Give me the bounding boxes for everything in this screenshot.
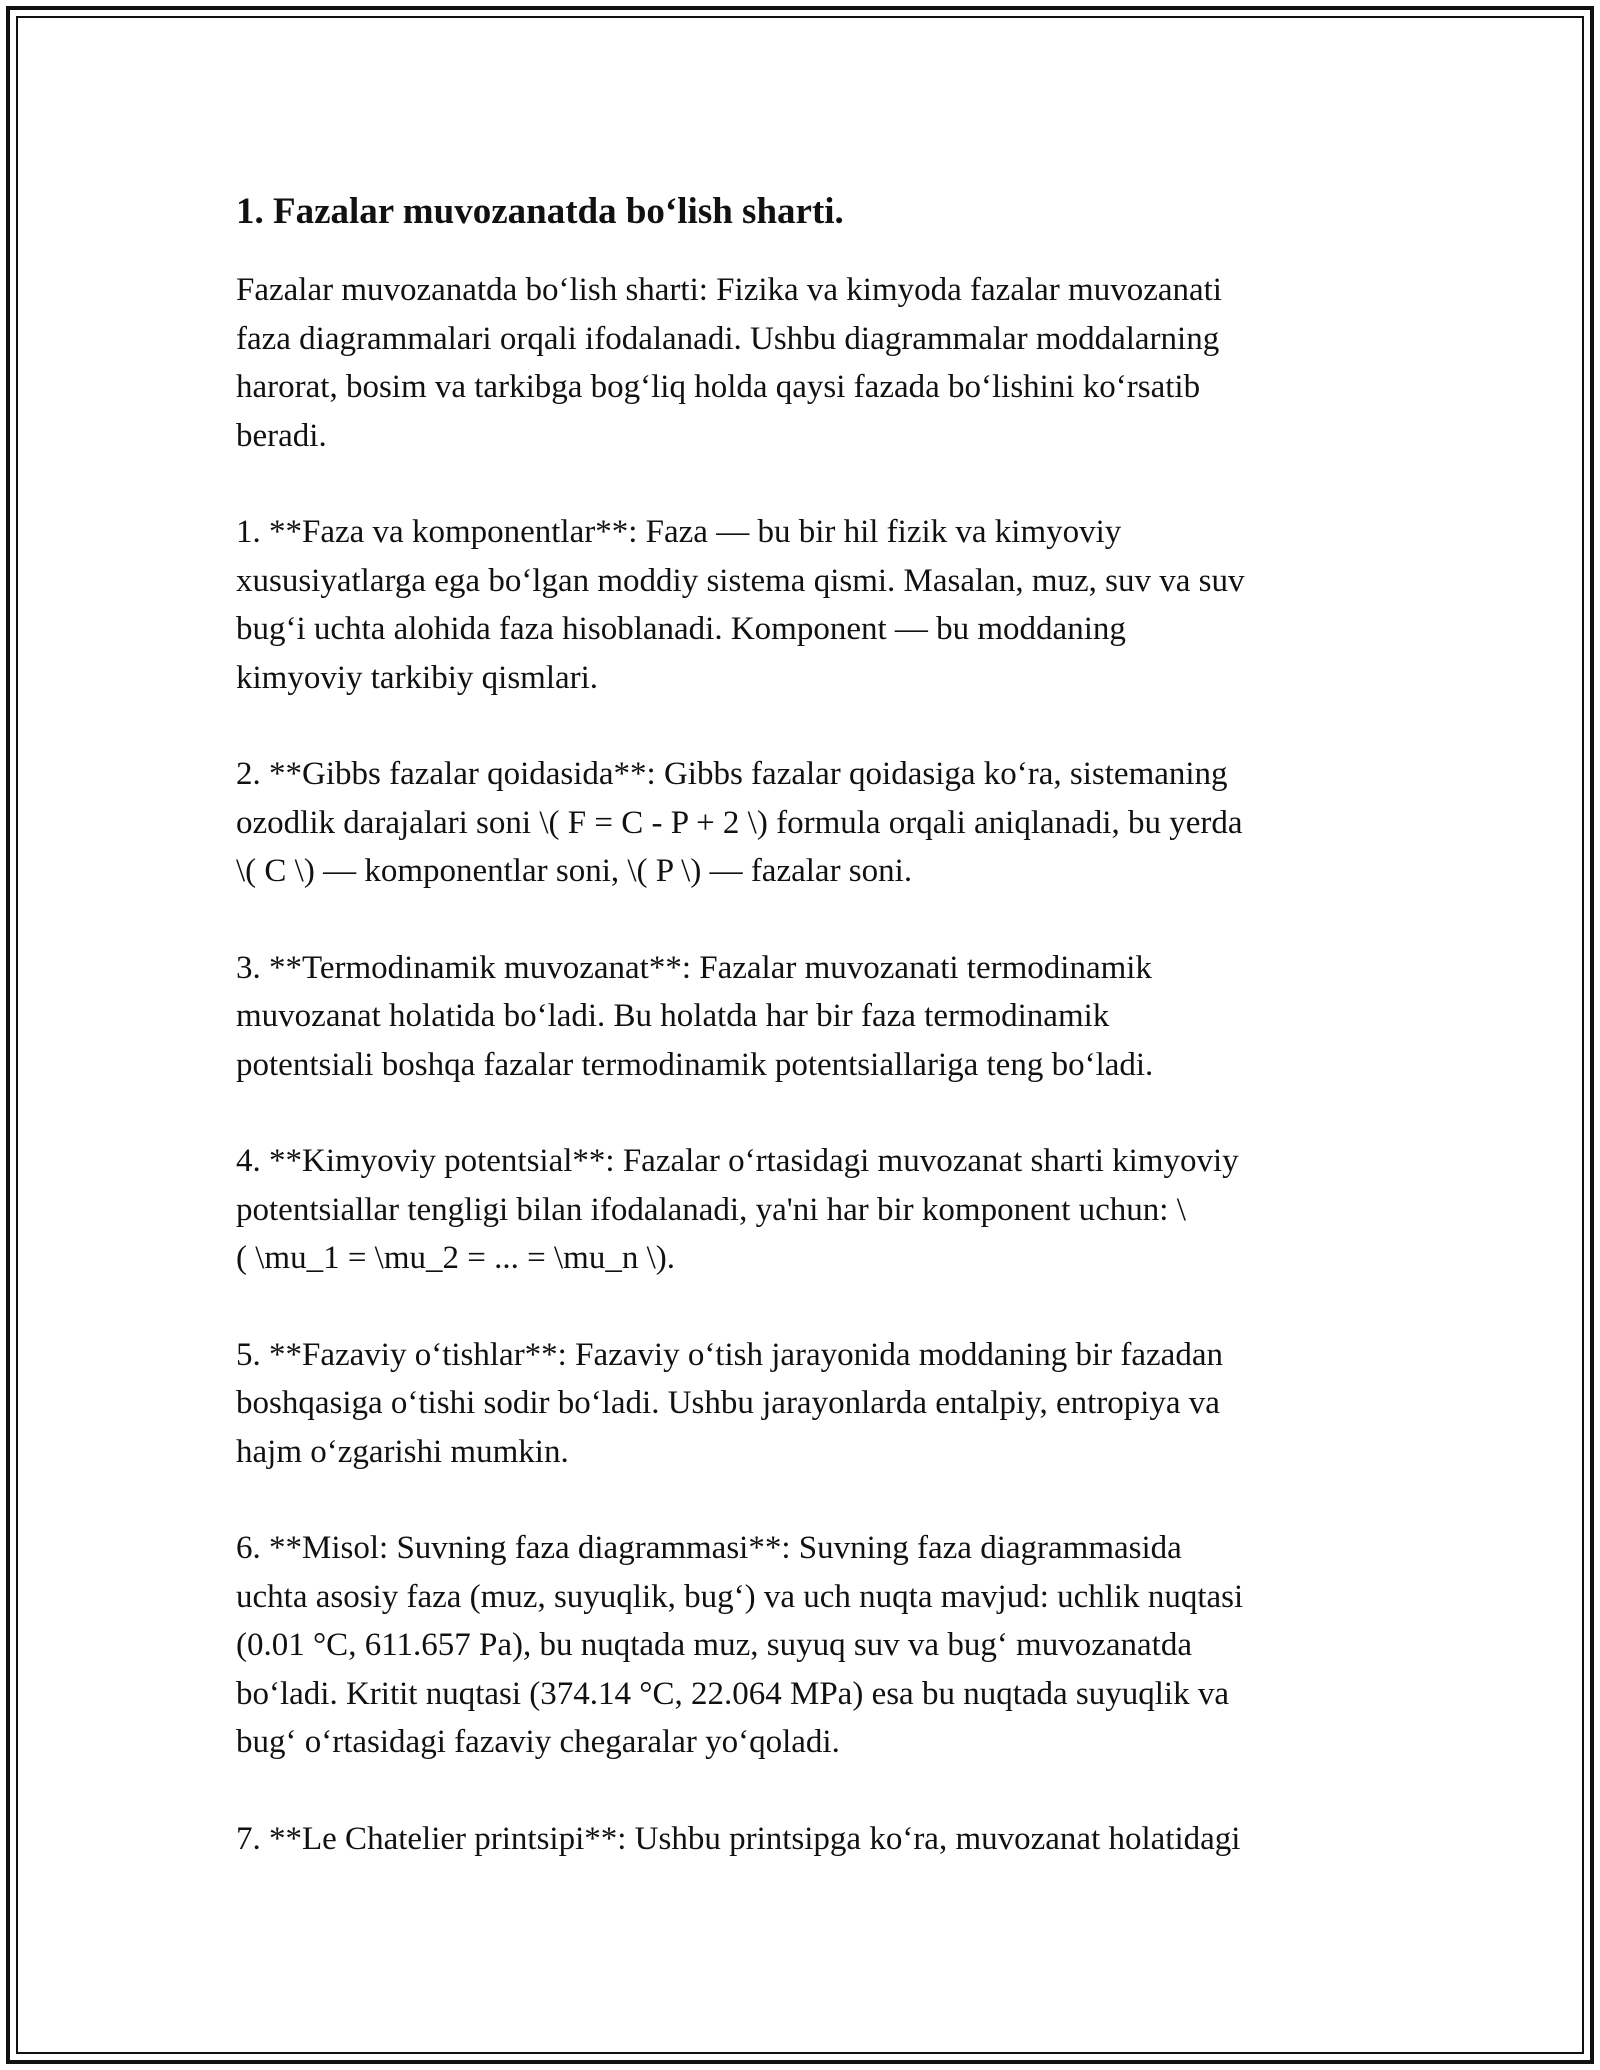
document-title: 1. Fazalar muvozanatda bo‘lish sharti. <box>236 191 844 232</box>
paragraph-line: 6. **Misol: Suvning faza diagrammasi**: Suvning faza diagrammasida <box>236 1530 1182 1566</box>
paragraph-line: hajm o‘zgarishi mumkin. <box>236 1433 569 1470</box>
paragraph <box>236 750 1376 896</box>
paragraph-line: ( \mu_1 = \mu_2 = ... = \mu_n \). <box>236 1240 675 1276</box>
paragraph <box>236 1331 1376 1477</box>
paragraph <box>236 1137 1376 1283</box>
paragraph <box>236 1524 1376 1767</box>
paragraph-line: bo‘ladi. Kritit nuqtasi (374.14 °C, 22.064 MPa) esa bu nuqtada suyuqlik va <box>236 1675 1229 1712</box>
paragraph-line: bug‘ o‘rtasidagi fazaviy chegaralar yo‘qoladi. <box>236 1724 840 1760</box>
paragraph-line: (0.01 °C, 611.657 Pa), bu nuqtada muz, suyuq suv va bug‘ muvozanatda <box>236 1627 1192 1663</box>
paragraph-line: ozodlik darajalari soni \( F = C - P + 2 \) formula orqali aniqlanadi, bu yerda <box>236 804 1243 841</box>
paragraph-line: uchta asosiy faza (muz, suyuqlik, bug‘) va uch nuqta mavjud: uchlik nuqtasi <box>236 1578 1244 1615</box>
paragraph-line: 2. **Gibbs fazalar qoidasida**: Gibbs fazalar qoidasiga ko‘ra, sistemaning <box>236 756 1228 792</box>
paragraph <box>236 508 1376 702</box>
paragraph-line: \( C \) — komponentlar soni, \( P \) — fazalar soni. <box>236 853 913 889</box>
paragraph-line: potentsiallar tengligi bilan ifodalanadi, ya'ni har bir komponent uchun: \ <box>236 1191 1186 1228</box>
paragraph-list <box>236 266 1376 1863</box>
paragraph-line: xususiyatlarga ega bo‘lgan moddiy sistema qismi. Masalan, muz, suv va suv <box>236 562 1245 599</box>
paragraph-line: 5. **Fazaviy o‘tishlar**: Fazaviy o‘tish jarayonida moddaning bir fazadan <box>236 1336 1223 1373</box>
paragraph-line: muvozanat holatida bo‘ladi. Bu holatda har bir faza termodinamik <box>236 998 1110 1034</box>
paragraph-line: potentsiali boshqa fazalar termodinamik potentsiallariga teng bo‘ladi. <box>236 1046 1154 1083</box>
paragraph <box>236 1815 1376 1864</box>
paragraph <box>236 944 1376 1090</box>
paragraph-line: beradi. <box>236 417 327 454</box>
paragraph-line: harorat, bosim va tarkibga bog‘liq holda qaysi fazada bo‘lishini ko‘rsatib <box>236 369 1201 405</box>
paragraph-line: 1. **Faza va komponentlar**: Faza — bu bir hil fizik va kimyoviy <box>236 514 1122 550</box>
paragraph-line: boshqasiga o‘tishi sodir bo‘ladi. Ushbu jarayonlarda entalpiy, entropiya va <box>236 1385 1220 1421</box>
paragraph <box>236 266 1376 460</box>
paragraph-line: 3. **Termodinamik muvozanat**: Fazalar muvozanati termodinamik <box>236 949 1152 986</box>
paragraph-line: Fazalar muvozanatda bo‘lish sharti: Fizika va kimyoda fazalar muvozanati <box>236 272 1222 308</box>
paragraph-line: faza diagrammalari orqali ifodalanadi. Ushbu diagrammalar moddalarning <box>236 320 1220 357</box>
paragraph-line: kimyoviy tarkibiy qismlari. <box>236 659 599 696</box>
paragraph-line: bug‘i uchta alohida faza hisoblanadi. Komponent — bu moddaning <box>236 611 1126 647</box>
paragraph-line: 7. **Le Chatelier printsipi**: Ushbu printsipga ko‘ra, muvozanat holatidagi <box>236 1820 1241 1857</box>
paragraph-line: 4. **Kimyoviy potentsial**: Fazalar o‘rtasidagi muvozanat sharti kimyoviy <box>236 1143 1239 1179</box>
document-body <box>236 188 1376 1911</box>
